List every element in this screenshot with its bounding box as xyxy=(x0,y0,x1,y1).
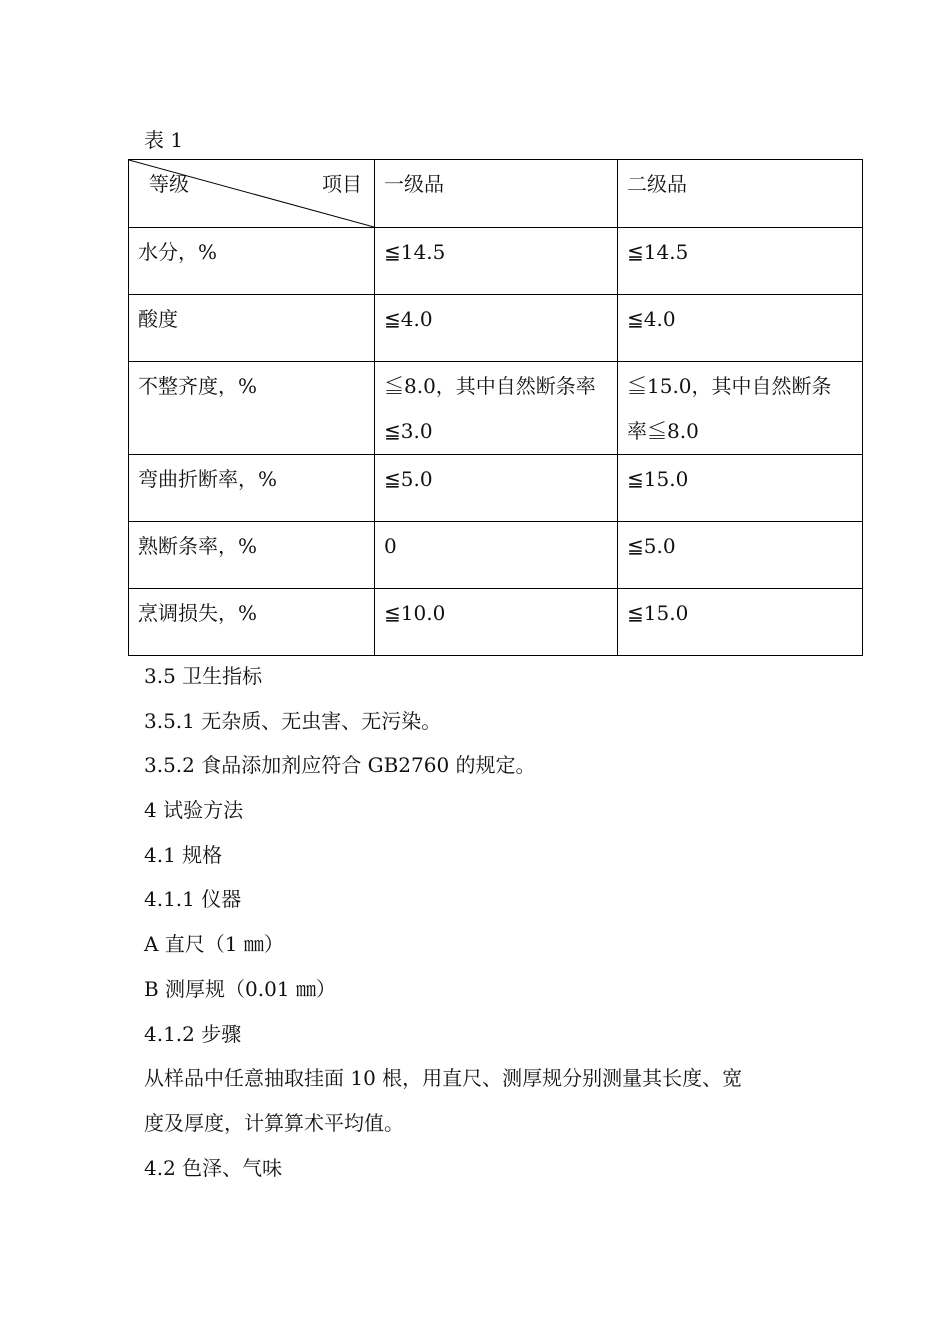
section-heading: 4.1.2 步骤 xyxy=(144,1021,242,1046)
cell-line: ≦8.0，其中自然断条率 xyxy=(384,374,596,398)
header-grade-label: 等级 xyxy=(149,172,189,196)
row-grade-1-cell: ≦4.0 xyxy=(375,295,618,362)
section-heading: 4 试验方法 xyxy=(144,798,244,823)
table-row xyxy=(129,455,863,522)
table-row xyxy=(129,295,863,362)
paragraph-line: 度及厚度，计算算术平均值。 xyxy=(144,1110,404,1135)
section-heading: 4.2 色泽、气味 xyxy=(144,1155,283,1180)
paragraph-line: A 直尺（1 ㎜） xyxy=(144,932,284,957)
row-item-cell: 熟断条率，% xyxy=(129,522,375,589)
row-grade-2-cell: ≦15.0 xyxy=(618,455,863,522)
table-row xyxy=(129,589,863,656)
document-body xyxy=(144,654,834,1190)
section-heading: 4.1 规格 xyxy=(144,842,223,867)
table-header-row xyxy=(129,160,863,228)
row-item-cell: 弯曲折断率，% xyxy=(129,455,375,522)
row-grade-2-cell xyxy=(618,362,863,455)
row-grade-1-cell xyxy=(375,362,618,455)
row-item-cell: 烹调损失，% xyxy=(129,589,375,656)
header-corner-cell xyxy=(129,160,375,228)
header-grade-1: 一级品 xyxy=(375,160,618,228)
row-grade-2-cell: ≦5.0 xyxy=(618,522,863,589)
cell-line: ≦15.0，其中自然断条 xyxy=(627,374,832,398)
row-grade-1-cell: 0 xyxy=(375,522,618,589)
header-item-label: 项目 xyxy=(322,172,362,196)
cell-line: 率≦8.0 xyxy=(627,419,699,443)
row-grade-1-cell: ≦5.0 xyxy=(375,455,618,522)
header-grade-2: 二级品 xyxy=(618,160,863,228)
paragraph-line: 3.5.2 食品添加剂应符合 GB2760 的规定。 xyxy=(144,753,536,778)
table-caption: 表 1 xyxy=(144,128,184,152)
row-item-cell: 水分，% xyxy=(129,228,375,295)
table-row xyxy=(129,362,863,455)
row-item-cell: 不整齐度，% xyxy=(129,362,375,455)
row-item-cell: 酸度 xyxy=(129,295,375,362)
table-row xyxy=(129,228,863,295)
quality-spec-table xyxy=(128,159,863,656)
section-heading: 3.5 卫生指标 xyxy=(144,664,263,688)
row-grade-2-cell: ≦14.5 xyxy=(618,228,863,295)
row-grade-1-cell: ≦14.5 xyxy=(375,228,618,295)
table-row xyxy=(129,522,863,589)
section-heading: 4.1.1 仪器 xyxy=(144,887,242,912)
paragraph-line: B 测厚规（0.01 ㎜） xyxy=(144,976,336,1001)
cell-line: ≦3.0 xyxy=(384,419,433,443)
paragraph-line: 从样品中任意抽取挂面 10 根，用直尺、测厚规分别测量其长度、宽 xyxy=(144,1066,743,1091)
paragraph-line: 3.5.1 无杂质、无虫害、无污染。 xyxy=(144,708,442,733)
row-grade-1-cell: ≦10.0 xyxy=(375,589,618,656)
row-grade-2-cell: ≦4.0 xyxy=(618,295,863,362)
row-grade-2-cell: ≦15.0 xyxy=(618,589,863,656)
